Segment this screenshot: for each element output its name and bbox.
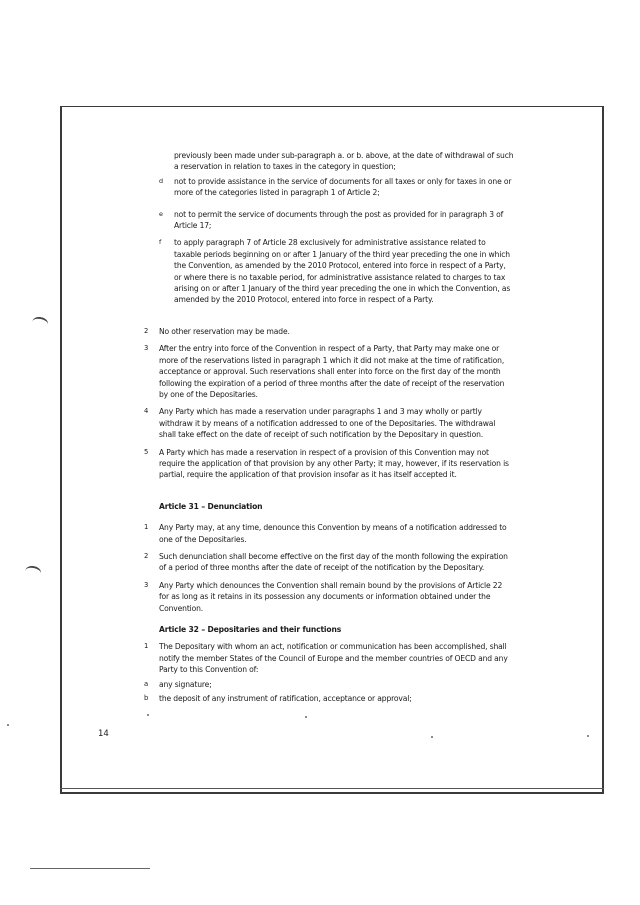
heading-text: Article 32 – Depositaries and their functions [159, 625, 342, 634]
paragraph-text: Such denunciation shall become effective on the first day of the month following the expiration of a period of three months after the date of receipt of the notification by the Depositary. [159, 551, 508, 573]
item-text: not to permit the service of documents through the post as provided for in paragraph 3 of Article 17; [174, 209, 504, 231]
subparagraph-d [144, 176, 514, 199]
subitem-label: b [144, 694, 149, 703]
paragraph-number: 2 [144, 326, 149, 335]
article-31-paragraph-1 [144, 522, 514, 545]
item-label: e [159, 209, 163, 218]
document-body [144, 150, 514, 704]
article-31-paragraph-3 [144, 580, 514, 614]
paragraph-text: No other reservation may be made. [159, 326, 290, 336]
paragraph-text: Any Party may, at any time, denounce this Convention by means of a notification addressed to one of the Depositaries. [159, 523, 507, 544]
frame-inner-rule [60, 788, 604, 789]
subparagraph-f [144, 237, 514, 305]
paragraph-2 [144, 326, 514, 337]
scan-dot-5 [587, 735, 589, 737]
paragraph-text: After the entry into force of the Convention in respect of a Party, that Party may make one or more of the reservations listed in paragraph 1 which it did not make at the time of ratification, acceptance or approval. Such reservations shall enter into force on the first day of the month following the expiration of a period of three months after the date of receipt of the reservation by one of the Depositaries. [159, 344, 505, 399]
paragraph-3 [144, 343, 514, 400]
subitem-text: the deposit of any instrument of ratification, acceptance or approval; [159, 694, 412, 704]
article-32-heading [144, 624, 514, 635]
item-label: d [159, 176, 163, 185]
article-31-paragraph-2 [144, 551, 514, 574]
scan-mark-2 [24, 565, 42, 580]
item-text: not to provide assistance in the service of documents for all taxes or only for taxes in one or more of the categories listed in paragraph 1 of Article 2; [174, 176, 512, 198]
paragraph-text: The Depositary with whom an act, notification or communication has been accomplished, shall notify the member States of the Council of Europe and the member countries of OECD and any Party to this Convention of: [159, 642, 508, 675]
scan-mark-1 [31, 316, 49, 331]
item-label: f [159, 238, 162, 247]
scan-dot-1 [7, 724, 9, 726]
article-32-paragraph-1 [144, 641, 514, 675]
paragraph-text: A Party which has made a reservation in respect of a provision of this Convention may not require the application of that provision by any other Party; it may, however, if its reservation is partial, require the application of that provision insofar as it has itself accepted it. [159, 447, 509, 480]
paragraph-text: Any Party which has made a reservation under paragraphs 1 and 3 may wholly or partly withdraw it by means of a notification addressed to one of the Depositaries. The withdrawal shall take effect on the date of receipt of such notification by the Depositary in question. [159, 407, 496, 440]
scan-dot-2 [147, 714, 149, 716]
article-31-heading [144, 501, 514, 512]
paragraph-number: 2 [144, 551, 149, 560]
item-text: previously been made under sub-paragraph a. or b. above, at the date of withdrawal of such a reservation in relation to taxes in the category in question; [174, 151, 514, 172]
scan-dot-4 [431, 736, 433, 738]
paragraph-number: 3 [144, 344, 149, 353]
subparagraph-e [144, 209, 514, 232]
article-32-subitem-b [144, 693, 514, 704]
subitem-text: any signature; [159, 679, 212, 689]
paragraph-5 [144, 447, 514, 481]
paragraph-text: Any Party which denounces the Convention shall remain bound by the provisions of Article 22 for as long as it retains in its possession any documents or information obtained under the Convention. [159, 580, 503, 613]
bottom-rule [30, 868, 150, 869]
article-32-subitem-a [144, 679, 514, 690]
scan-dot-3 [305, 716, 307, 718]
page-number: 14 [98, 729, 109, 739]
paragraph-number: 3 [144, 580, 149, 589]
paragraph-number: 1 [144, 523, 149, 532]
heading-text: Article 31 – Denunciation [159, 501, 263, 511]
paragraph-number: 1 [144, 642, 149, 651]
subitem-label: a [144, 679, 149, 688]
subparagraph-continuation [144, 150, 514, 173]
paragraph-number: 5 [144, 447, 149, 456]
paragraph-4 [144, 406, 514, 440]
paragraph-number: 4 [144, 407, 149, 416]
item-text: to apply paragraph 7 of Article 28 exclusively for administrative assistance related to taxable periods beginning on or after 1 January of the third year preceding the one in which the Convention, as amended by the 2010 Protocol, entered into force in respect of a Party, or where there is no taxable period, for administrative assistance related to charges to tax arising on or after 1 January of the third year preceding the one in which the Convention, as amended by the 2010 Protocol, entered into force in respect of a Party. [174, 238, 511, 305]
